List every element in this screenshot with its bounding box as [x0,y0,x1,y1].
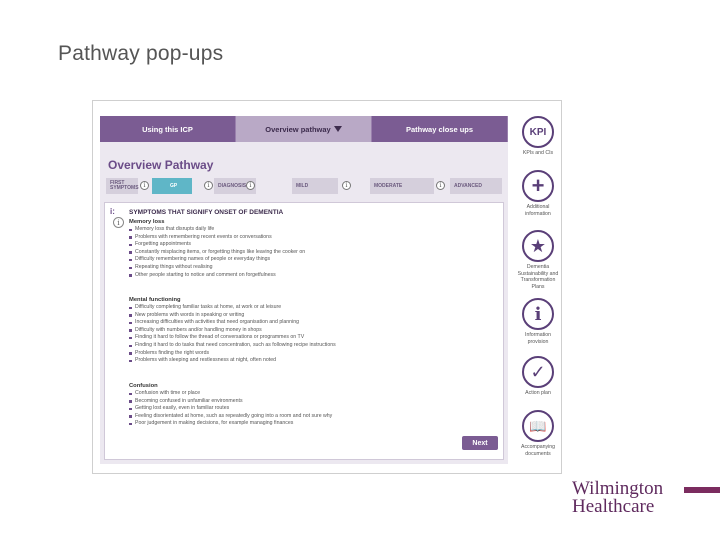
sidebar-item-label: Action plan [525,390,551,396]
list-item: Becoming confused in unfamiliar environments [129,398,332,406]
info-icon: i [522,298,554,330]
info-icon[interactable]: i [342,181,351,190]
list-item: Feeling disorientated at home, such as repeatedly going into a room and not sure why [129,413,332,421]
dropdown-triangle-icon [334,126,342,132]
info-icon[interactable]: i [204,181,213,190]
sidebar-item-kpis[interactable] [514,116,562,157]
overview-title: Overview Pathway [108,158,214,172]
icp-app [100,116,508,464]
info-icon[interactable]: i [140,181,149,190]
list-item: Increasing difficulties with activities that need organisation and planning [129,319,336,327]
info-icon[interactable]: i [436,181,445,190]
list-item: Finding it hard to follow the thread of conversations or programmes on TV [129,334,336,342]
list-item: Difficulty remembering names of people or everyday things [129,256,305,264]
pathway-step-diagnosis[interactable]: DIAGNOSIS [214,178,256,194]
list-item: Getting lost easily, even in familiar routes [129,405,332,413]
pathway-bar [106,178,502,194]
tab-pathway-close-ups[interactable]: Pathway close ups [372,116,508,142]
list-item: New problems with words in speaking or writing [129,312,336,320]
slide-title: Pathway pop-ups [58,42,224,65]
list-item: Constantly misplacing items, or forgetting things like leaving the cooker on [129,249,305,257]
list-item: Finding it hard to do tasks that need concentration, such as following recipe instructions [129,342,336,350]
sidebar-item-label: Additional information [525,204,551,217]
section-mental-functioning [129,297,336,365]
symptoms-popup [104,202,504,460]
list-item: Problems finding the right words [129,350,336,358]
kpi-icon: KPI [522,116,554,148]
section-title: Confusion [129,383,158,389]
pathway-step-first-symptoms[interactable]: FIRST SYMPTOMS [106,178,138,194]
sidebar-item-additional-information[interactable] [514,170,562,217]
pathway-step-mild[interactable]: MILD [292,178,338,194]
sidebar-item-label: Dementia Sustainability and Transformation Plans [517,264,559,290]
sidebar-item-label: KPIs and CIs [522,150,554,156]
list-item: Difficulty completing familiar tasks at home, at work or at leisure [129,304,336,312]
logo-accent-bar [684,487,720,493]
section-title: Memory loss [129,219,165,225]
section-title: Mental functioning [129,297,181,303]
info-letter-icon: i: [110,207,115,216]
list-item: Problems with sleeping and restlessness at night, often noted [129,357,336,365]
star-icon: ★ [522,230,554,262]
list-item: Forgetting appointments [129,241,305,249]
section-memory-loss [129,219,305,279]
section-confusion [129,383,332,428]
sidebar-item-transformation-plans[interactable] [514,230,562,290]
tab-overview-pathway[interactable]: Overview pathway [236,116,372,142]
list-item: Problems with remembering recent events or conversations [129,234,305,242]
list-item: Confusion with time or place [129,390,332,398]
sidebar-item-action-plan[interactable] [514,356,562,397]
sidebar-item-accompanying-documents[interactable] [514,410,562,457]
list-item: Repeating things without realising [129,264,305,272]
wilmington-logo: Wilmington Healthcare [572,478,664,517]
next-button[interactable]: Next [462,436,498,450]
pathway-step-gp[interactable]: GP [152,178,192,194]
list-item: Memory loss that disrupts daily life [129,226,305,234]
sidebar-item-label: Information provision [525,332,551,345]
popup-heading: SYMPTOMS THAT SIGNIFY ONSET OF DEMENTIA [129,209,284,216]
book-icon: 📖 [522,410,554,442]
plus-icon: + [522,170,554,202]
info-icon[interactable]: i [113,217,124,228]
pathway-step-moderate[interactable]: MODERATE [370,178,434,194]
list-item: Poor judgement in making decisions, for example managing finances [129,420,332,428]
list-item: Difficulty with numbers and/or handling money in shops [129,327,336,335]
sidebar-item-label: Accompanying documents [520,444,556,457]
list-item: Other people starting to notice and comment on forgetfulness [129,272,305,280]
pathway-step-advanced[interactable]: ADVANCED [450,178,502,194]
sidebar-item-information-provision[interactable] [514,298,562,345]
check-icon: ✓ [522,356,554,388]
tab-using-this-icp[interactable]: Using this ICP [100,116,236,142]
top-navigation [100,116,508,142]
info-icon[interactable]: i [246,181,255,190]
